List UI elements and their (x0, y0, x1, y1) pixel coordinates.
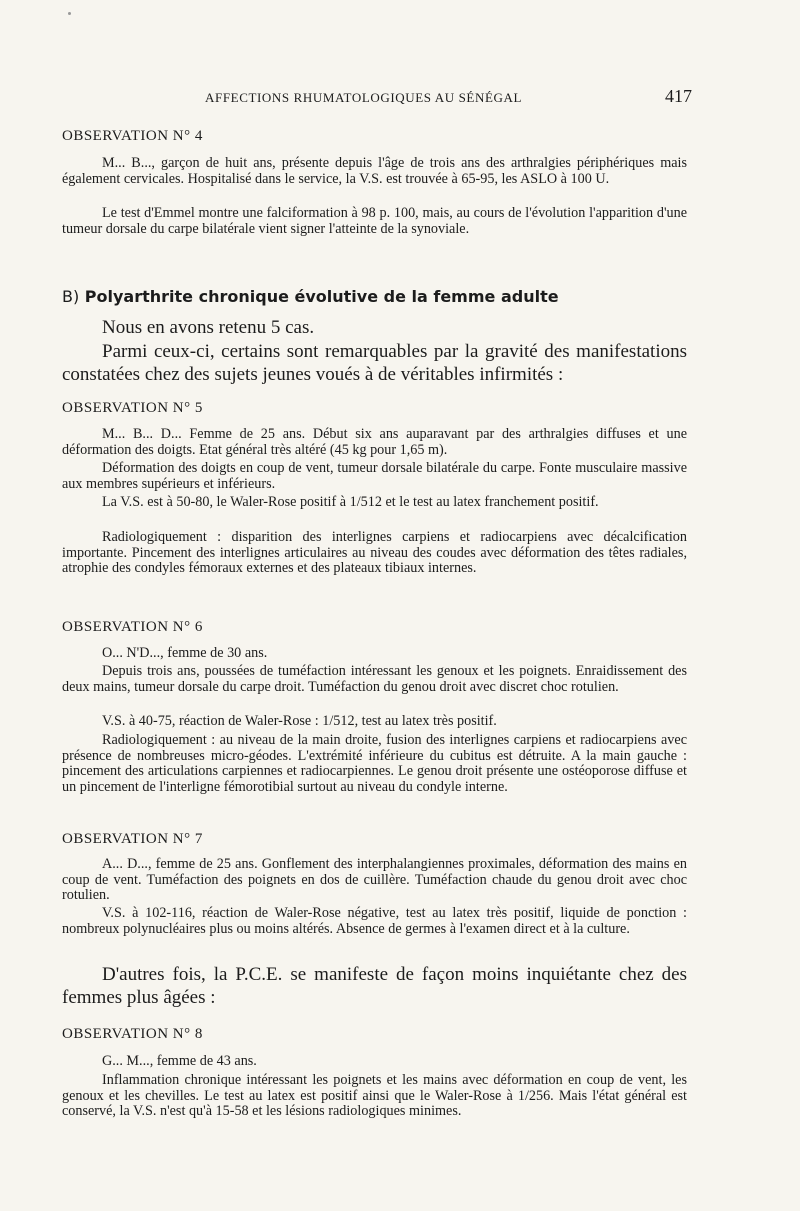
observation-7-paragraph-1: A... D..., femme de 25 ans. Gonflement des interphalangiennes proximales, déformation des mains en coup de vent. Tuméfaction des poignets en dos de cuillère. Tuméfaction chaude du genou droit avec choc rotulien. (62, 856, 687, 904)
observation-5-heading: OBSERVATION N° 5 (62, 400, 203, 416)
running-title: AFFECTIONS RHUMATOLOGIQUES AU SÉNÉGAL (205, 90, 523, 105)
observation-8-paragraph-2: Inflammation chronique intéressant les poignets et les mains avec déformation en coup de vent, les genoux et les chevilles. Le test au latex est positif ainsi que le Waler-Rose à 1/256. Mais l'état général est conservé, la V.S. n'est qu'à 15-58 et les lésions radiologiques minimes. (62, 1072, 687, 1120)
observation-6-paragraph-4: Radiologiquement : au niveau de la main droite, fusion des interlignes carpiens et radiocarpiens avec présence de nombreuses micro-géodes. L'extrémité inférieure du cubitus est détruite. A la main gauche : pincement des articulations carpiennes et radiocarpiennes. Le genou droit présente une ostéoporose diffuse et un pincement de l'interligne fémorotibial surtout au niveau du condyle interne. (62, 732, 687, 795)
observation-7-heading: OBSERVATION N° 7 (62, 831, 203, 847)
observation-5-paragraph-3: La V.S. est à 50-80, le Waler-Rose positif à 1/512 et le test au latex franchement positif. (102, 494, 599, 510)
page-number: 417 (665, 86, 692, 106)
observation-7-paragraph-2: V.S. à 102-116, réaction de Waler-Rose négative, test au latex très positif, liquide de ponction : nombreux polynucléaires plus ou moins altérés. Absence de germes à l'examen direct et à la culture. (62, 905, 687, 937)
observation-4-paragraph-1: M... B..., garçon de huit ans, présente depuis l'âge de trois ans des arthralgies périphériques mais également cervicales. Hospitalisé dans le service, la V.S. est trouvée à 65-95, les ASLO à 100 U. (62, 155, 687, 187)
section-b-heading (62, 287, 559, 306)
observation-8-heading: OBSERVATION N° 8 (62, 1026, 203, 1042)
running-header (0, 86, 800, 110)
observation-5-paragraph-1: M... B... D... Femme de 25 ans. Début six ans auparavant par des arthralgies diffuses et une déformation des doigts. Etat général très altéré (45 kg pour 1,65 m). (62, 426, 687, 458)
section-b-intro-1: Nous en avons retenu 5 cas. (102, 317, 315, 338)
observation-6-paragraph-1: O... N'D..., femme de 30 ans. (102, 645, 268, 661)
observation-6-heading: OBSERVATION N° 6 (62, 619, 203, 635)
observation-5-paragraph-4: Radiologiquement : disparition des interlignes carpiens et radiocarpiens avec décalcification importante. Pincement des interlignes articulaires au niveau des coudes avec déformation des têtes radiales, atrophie des condyles fémoraux externes et des plateaux tibiaux internes. (62, 529, 687, 577)
section-b-letter: B) (62, 287, 80, 306)
section-b-intro-2: Parmi ceux-ci, certains sont remarquables par la gravité des manifestations constatées chez des sujets jeunes voués à de véritables infirmités : (62, 341, 687, 385)
section-b-title: Polyarthrite chronique évolutive de la femme adulte (84, 287, 559, 306)
observation-4-paragraph-2: Le test d'Emmel montre une falciformation à 98 p. 100, mais, au cours de l'évolution l'apparition d'une tumeur dorsale du carpe bilatérale vient signer l'atteinte de la synoviale. (62, 205, 687, 237)
scan-speck (68, 12, 71, 15)
observation-5-paragraph-2: Déformation des doigts en coup de vent, tumeur dorsale bilatérale du carpe. Fonte musculaire massive aux membres supérieurs et inférieurs. (62, 460, 687, 492)
observation-8-paragraph-1: G... M..., femme de 43 ans. (102, 1053, 257, 1069)
transition-paragraph: D'autres fois, la P.C.E. se manifeste de façon moins inquiétante chez des femmes plus âgées : (62, 964, 687, 1008)
observation-6-paragraph-2: Depuis trois ans, poussées de tuméfaction intéressant les genoux et les poignets. Enraidissement des deux mains, tumeur dorsale du carpe droit. Tuméfaction du genou droit avec discret choc rotulien. (62, 663, 687, 695)
observation-4-heading: OBSERVATION N° 4 (62, 128, 203, 144)
observation-6-paragraph-3: V.S. à 40-75, réaction de Waler-Rose : 1/512, test au latex très positif. (102, 713, 497, 729)
